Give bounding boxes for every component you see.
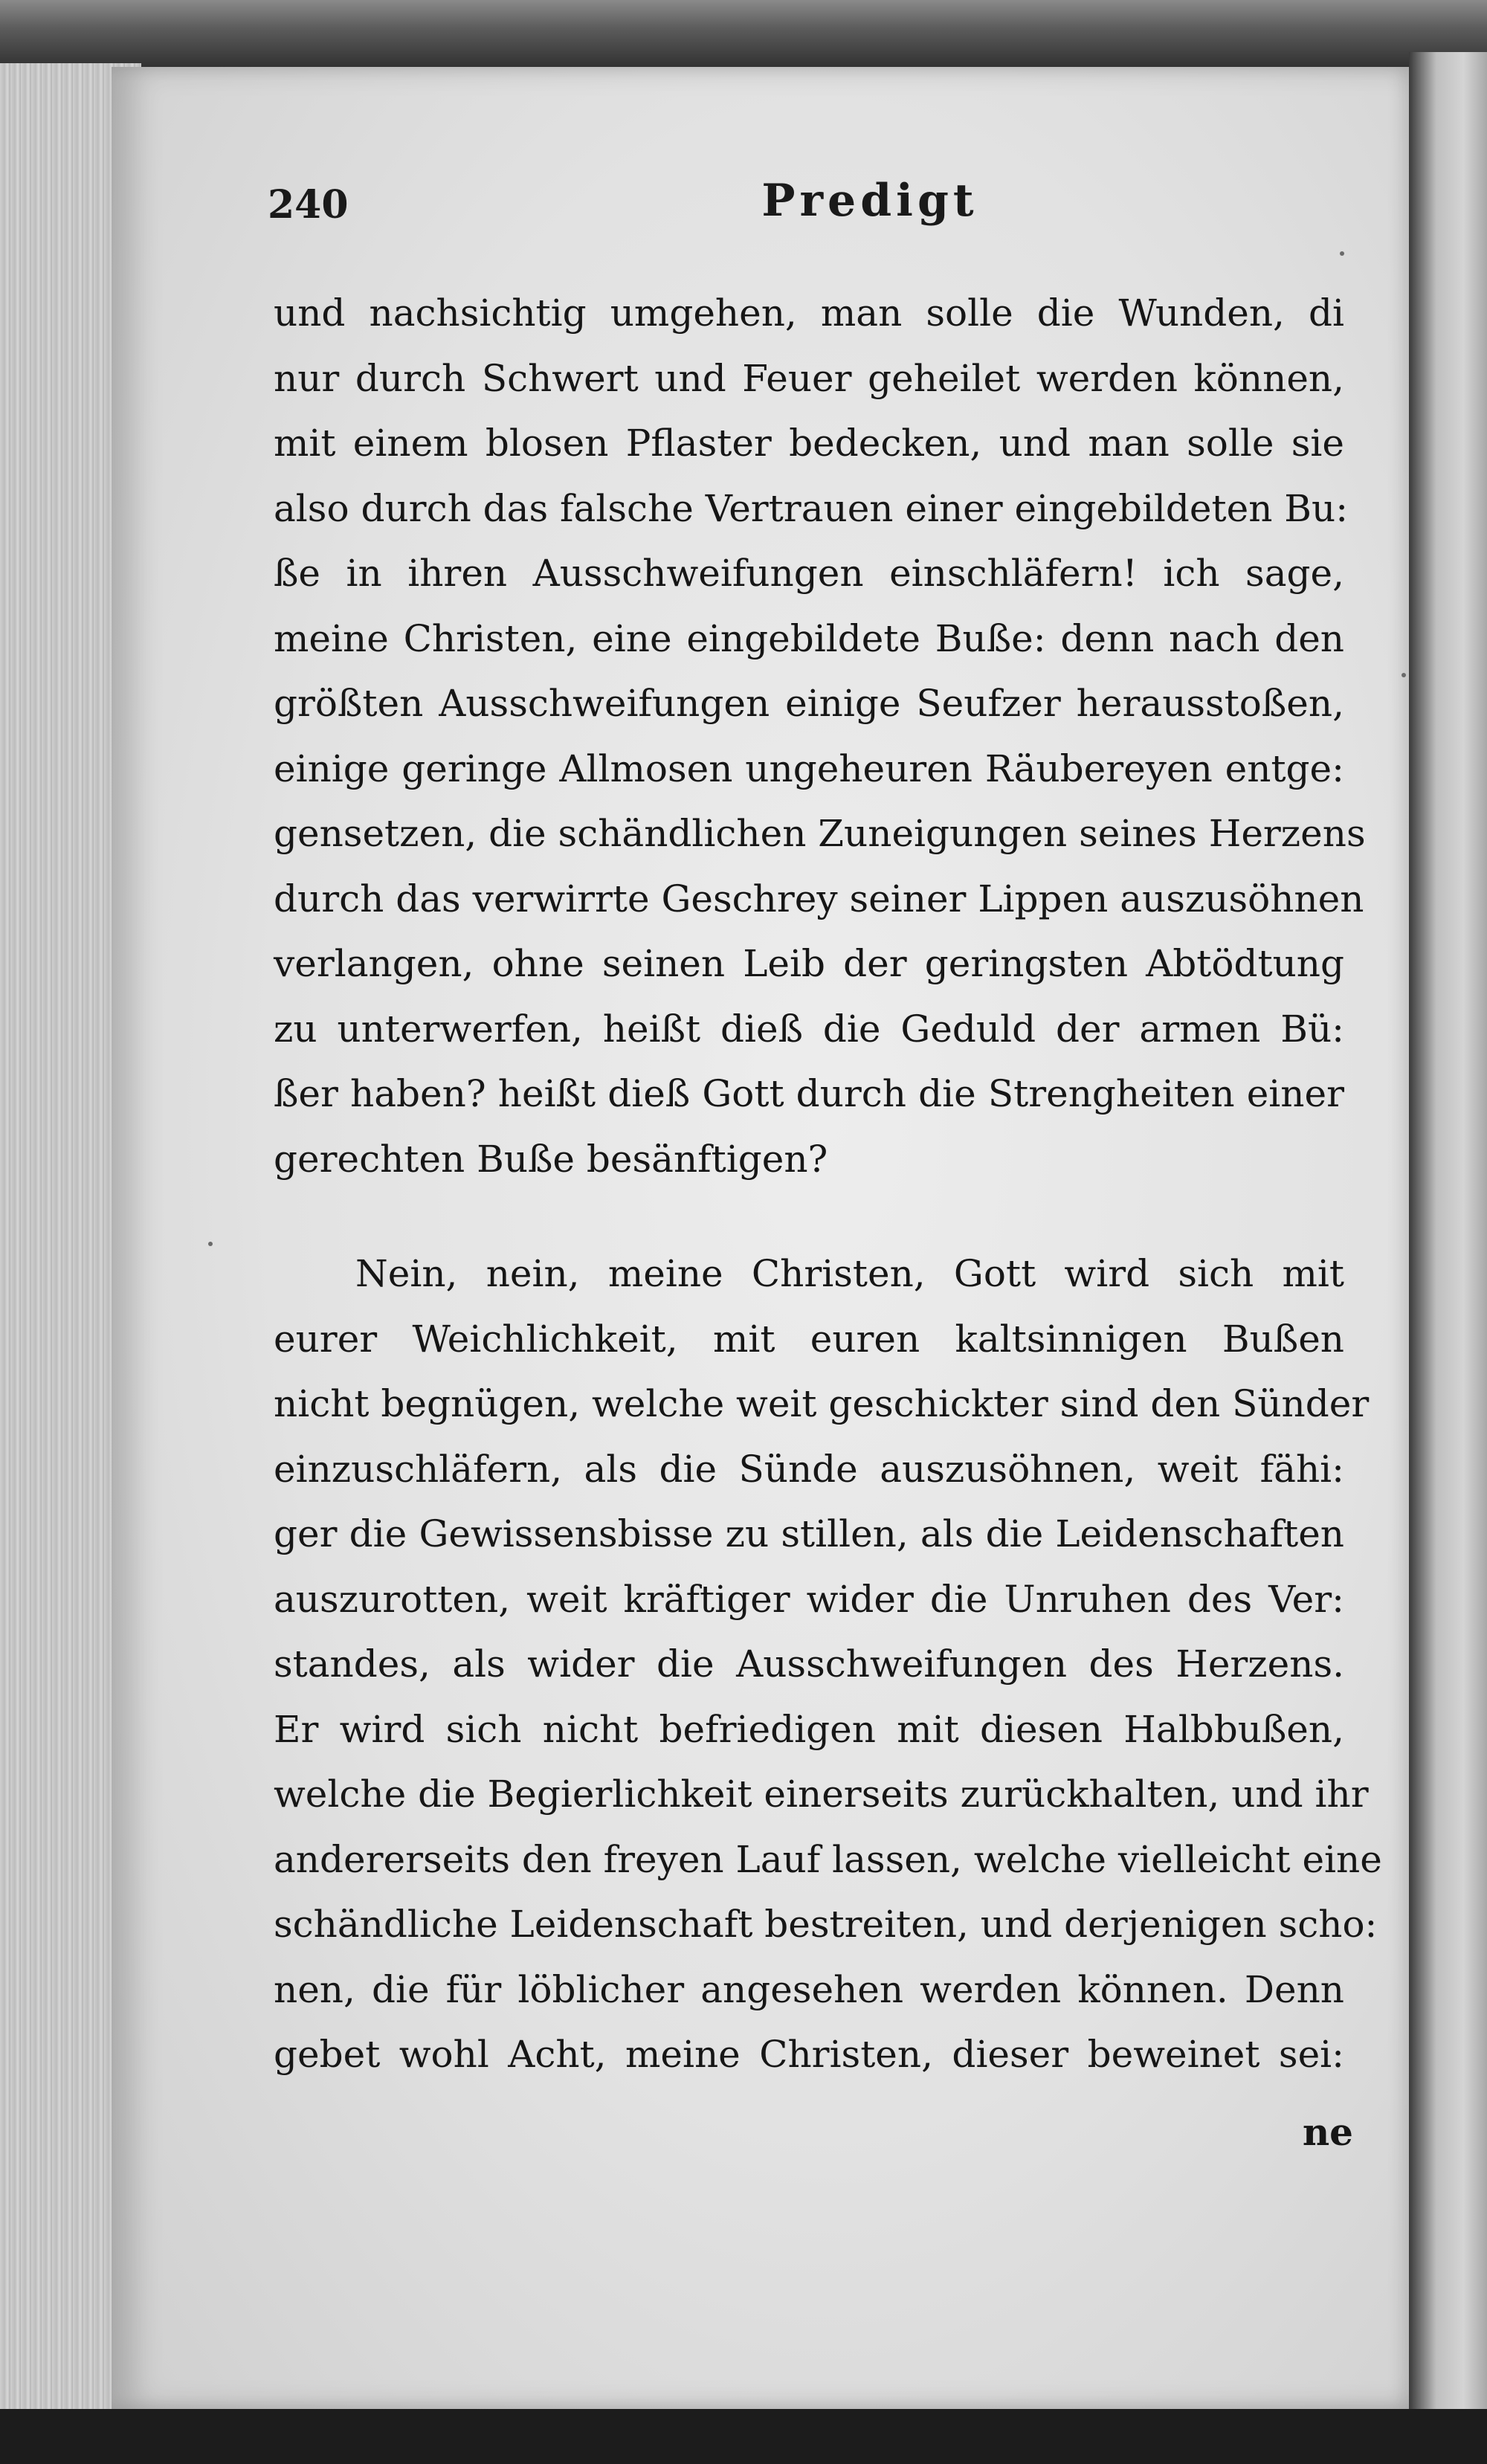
text-line: gebet wohl Acht, meine Christen, dieser beweinet sei: bbox=[274, 2033, 1344, 2076]
text-line: Er wird sich nicht befriedigen mit diesen Halbbußen, bbox=[274, 1707, 1344, 1751]
text-line: durch das verwirrte Geschrey seiner Lippen auszusöhnen bbox=[274, 877, 1364, 920]
text-line: verlangen, ohne seinen Leib der geringsten Abtödtung bbox=[274, 942, 1344, 985]
text-line: gensetzen, die schändlichen Zuneigungen seines Herzens bbox=[274, 812, 1366, 855]
text-line: auszurotten, weit kräftiger wider die Unruhen des Ver: bbox=[274, 1577, 1344, 1621]
text-line: also durch das falsche Vertrauen einer eingebildeten Bu: bbox=[274, 486, 1349, 530]
text-line: und nachsichtig umgehen, man solle die Wunden, di bbox=[274, 291, 1344, 335]
paper-speck bbox=[1401, 673, 1406, 677]
paper-speck bbox=[1340, 251, 1344, 256]
text-line: meine Christen, eine eingebildete Buße: denn nach den bbox=[274, 616, 1344, 660]
bottom-shadow bbox=[0, 2409, 1487, 2464]
text-line: mit einem blosen Pflaster bedecken, und man solle sie bbox=[274, 422, 1344, 465]
text-line: andererseits den freyen Lauf lassen, welche vielleicht eine bbox=[274, 1837, 1382, 1881]
paper-speck bbox=[208, 1242, 213, 1246]
text-line: nen, die für löblicher angesehen werden können. Denn bbox=[274, 1967, 1344, 2011]
text-line: einige geringe Allmosen ungeheuren Räubereyen entge: bbox=[274, 746, 1344, 790]
text-line: nicht begnügen, welche weit geschickter sind den Sünder bbox=[274, 1382, 1370, 1425]
text-line: größten Ausschweifungen einige Seufzer herausstoßen, bbox=[274, 682, 1344, 725]
page-header bbox=[268, 175, 1346, 242]
text-line: nur durch Schwert und Feuer geheilet werden können, bbox=[274, 356, 1344, 400]
page-number: 240 bbox=[268, 182, 349, 228]
facing-page-edge bbox=[1409, 52, 1487, 2431]
text-line: ße in ihren Ausschweifungen einschläfern! ich sage, bbox=[274, 552, 1344, 595]
text-line: einzuschläfern, als die Sünde auszusöhnen, weit fähi: bbox=[274, 1447, 1344, 1491]
text-line: eurer Weichlichkeit, mit euren kaltsinnigen Bußen bbox=[274, 1317, 1344, 1361]
text-line: Nein, nein, meine Christen, Gott wird sich mit bbox=[355, 1252, 1344, 1295]
running-title: Predigt bbox=[761, 175, 978, 227]
text-line: ger die Gewissensbisse zu stillen, als die Leidenschaften bbox=[274, 1512, 1344, 1555]
paragraph-1 bbox=[274, 281, 1366, 1192]
book-top-edge bbox=[0, 0, 1487, 71]
text-line: standes, als wider die Ausschweifungen des Herzens. bbox=[274, 1642, 1344, 1686]
paragraph-2 bbox=[274, 1242, 1382, 2088]
text-line: welche die Begierlichkeit einerseits zurückhalten, und ihr bbox=[274, 1773, 1369, 1816]
text-line: gerechten Buße besänftigen? bbox=[274, 1137, 828, 1181]
text-line: schändliche Leidenschaft bestreiten, und derjenigen scho: bbox=[274, 1903, 1378, 1946]
text-line: zu unterwerfen, heißt dieß die Geduld der armen Bü: bbox=[274, 1007, 1344, 1051]
text-line: ßer haben? heißt dieß Gott durch die Strengheiten einer bbox=[274, 1072, 1344, 1115]
catchword: ne bbox=[1302, 2110, 1353, 2154]
